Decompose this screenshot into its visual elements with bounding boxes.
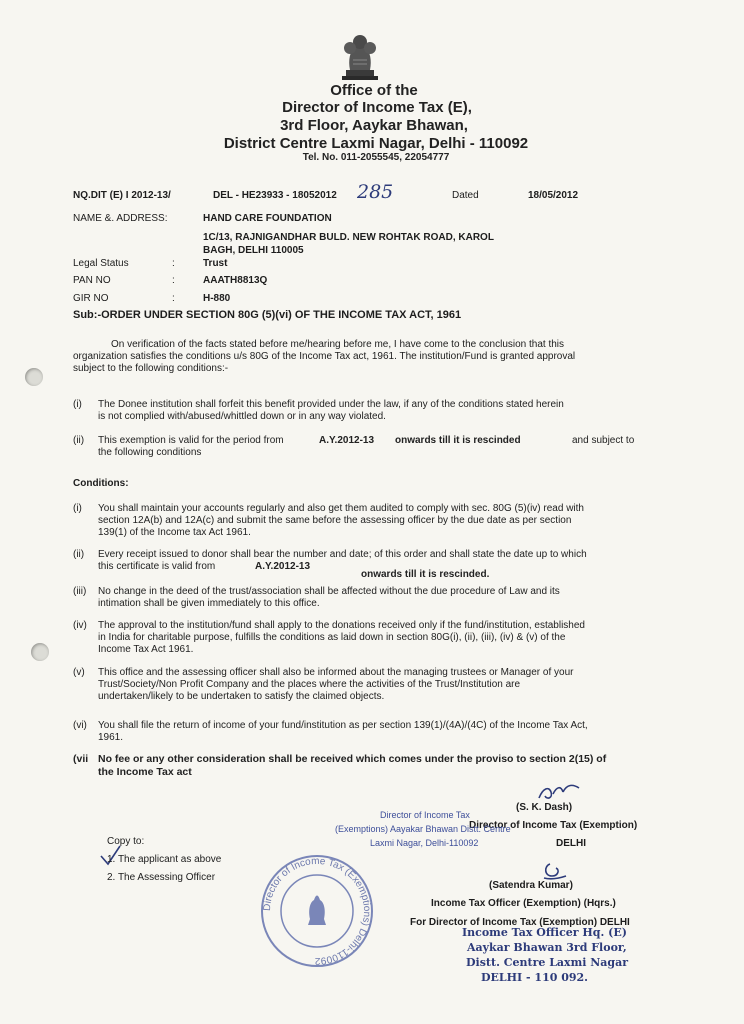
condition-label: (iv) [73, 620, 87, 631]
seal-text: Director of Income Tax (Exemptions) Delhi-110092 [261, 855, 373, 967]
conditions-title: Conditions: [73, 478, 129, 489]
stamp-ito-line-2: Aaykar Bhawan 3rd Floor, [467, 941, 627, 954]
condition-text: 1961. [98, 732, 124, 743]
term-label: (i) [73, 399, 82, 410]
condition-item [73, 720, 673, 744]
address-line-1: 1C/13, RAJNIGANDHAR BULD. NEW ROHTAK ROAD, KAROL [203, 232, 494, 243]
signatory-dash-name: (S. K. Dash) [516, 802, 573, 813]
condition-text: intimation shall be given immediately to this office. [98, 598, 320, 609]
condition-text: You shall maintain your accounts regularly and also get them audited to comply with sec. 80G (5)(iv) read with [98, 503, 584, 514]
condition-item [73, 503, 673, 539]
condition-text: in India for charitable purpose, fulfills the conditions as laid down in section 80G(i), (ii), (iii), (iv) & (v) of the [98, 632, 566, 643]
header-district: District Centre Laxmi Nagar, Delhi - 110092 [223, 135, 529, 152]
term-assessment-year: A.Y.2012-13 [319, 435, 375, 446]
header-office: Office of the [330, 82, 418, 99]
gir-label: GIR NO [73, 293, 109, 304]
term-text: This exemption is valid for the period from [98, 435, 284, 446]
condition-item [73, 754, 673, 780]
condition-assessment-year: A.Y.2012-13 [255, 561, 311, 572]
term-label: (ii) [73, 435, 85, 446]
stamp-director-line-2: (Exemptions) Aayakar Bhawan Distt. Centre [335, 824, 511, 834]
order-date: 18/05/2012 [528, 190, 579, 201]
term-item [73, 435, 673, 459]
term-onwards: onwards till it is rescinded [395, 435, 521, 446]
pan-label: PAN NO [73, 275, 111, 286]
legal-status-value: Trust [203, 258, 228, 269]
condition-text: Every receipt issued to donor shall bear the number and date; of this order and shall state the date up to which [98, 549, 587, 560]
condition-label: (vi) [73, 720, 87, 731]
condition-text: the Income Tax act [98, 766, 192, 778]
condition-text: You shall file the return of income of your fund/institution as per section 139(1)/(4A)/(4C) of the Income Tax Act, [98, 720, 588, 731]
del-number: DEL - HE23933 - 18052012 [213, 190, 337, 201]
address-line-2: BAGH, DELHI 110005 [203, 245, 304, 256]
colon: : [172, 293, 175, 304]
institution-name: HAND CARE FOUNDATION [203, 213, 332, 224]
pan-value: AAATH8813Q [203, 275, 268, 286]
condition-item [73, 549, 673, 579]
condition-onwards: onwards till it is rescinded. [361, 569, 490, 580]
gir-value: H-880 [203, 293, 231, 304]
for-director-line: For Director of Income Tax (Exemption) DELHI [410, 917, 630, 928]
colon: : [172, 275, 175, 286]
reference-number: NQ.DIT (E) I 2012-13/ [73, 190, 171, 201]
legal-status-label: Legal Status [73, 258, 129, 269]
condition-item [73, 667, 673, 703]
intro-line-3: subject to the following conditions:- [73, 363, 229, 374]
condition-item [73, 620, 673, 656]
signatory-kumar-title: Income Tax Officer (Exemption) (Hqrs.) [431, 898, 616, 909]
term-text: The Donee institution shall forfeit this benefit provided under the law, if any of the conditions stated herein [98, 399, 564, 410]
signatory-kumar-name: (Satendra Kumar) [489, 880, 573, 891]
signature-kumar-icon [540, 858, 570, 882]
stamp-director-line-1: Director of Income Tax [380, 810, 470, 820]
header-telephone: Tel. No. 011-2055545, 22054777 [302, 152, 450, 163]
punch-hole [25, 368, 43, 386]
header-director: Director of Income Tax (E), [282, 99, 472, 116]
condition-text: Trust/Society/Non Profit Company and the places where the activities of the Trust/Institution are [98, 679, 521, 690]
term-text: is not complied with/abused/whittled down or in any way violated. [98, 411, 386, 422]
condition-text: The approval to the institution/fund shall apply to the donations received only if the fund/institution, established [98, 620, 585, 631]
intro-line-2: organization satisfies the conditions u/s 80G of the Income Tax act, 1961. The institution/Fund is granted approval [73, 351, 576, 362]
colon: : [172, 258, 175, 269]
condition-label: (ii) [73, 549, 85, 560]
national-emblem-icon [336, 30, 384, 84]
stamp-ito-line-3: Distt. Centre Laxmi Nagar [466, 956, 629, 969]
condition-text: section 12A(b) and 12A(c) and submit the same before the assessing officer by the due date as per section [98, 515, 572, 526]
condition-text: this certificate is valid from [98, 561, 216, 572]
signatory-dash-title: Director of Income Tax (Exemption) [469, 820, 638, 831]
condition-text: No change in the deed of the trust/association shall be affected without the due procedure of Law and its [98, 586, 560, 597]
header-floor: 3rd Floor, Aaykar Bhawan, [280, 117, 468, 134]
copy-item-1: 1. The applicant as above [107, 854, 222, 865]
condition-text: Income Tax Act 1961. [98, 644, 194, 655]
condition-label: (v) [73, 667, 85, 678]
condition-text: No fee or any other consideration shall be received which comes under the proviso to section 2(15) of [98, 753, 607, 765]
stamp-director-line-3: Laxmi Nagar, Delhi-110092 [370, 838, 479, 848]
handwritten-number: 285 [357, 181, 394, 203]
condition-text: undertaken/likely to be undertaken to satisfy the claimed objects. [98, 691, 385, 702]
delhi-label: DELHI [556, 838, 586, 849]
stamp-ito-line-1: Income Tax Officer Hq. (E) [462, 926, 627, 939]
intro-line-1: On verification of the facts stated before me/hearing before me, I have come to the conclusion that this [111, 339, 565, 350]
subject-line: Sub:-ORDER UNDER SECTION 80G (5)(vi) OF THE INCOME TAX ACT, 1961 [73, 309, 462, 321]
term-text: the following conditions [98, 447, 202, 458]
term-text: and subject to [572, 435, 635, 446]
condition-text: This office and the assessing officer shall also be informed about the managing trustees or Manager of your [98, 667, 574, 678]
dated-label: Dated [452, 190, 479, 201]
term-item [73, 399, 673, 423]
condition-item [73, 586, 673, 610]
condition-label: (i) [73, 503, 82, 514]
round-seal-icon [258, 850, 376, 972]
condition-label: (vii [73, 753, 89, 765]
punch-hole [31, 643, 49, 661]
stamp-ito-line-4: DELHI - 110 092. [481, 971, 589, 984]
condition-text: 139(1) of the Income tax Act 1961. [98, 527, 251, 538]
copy-to-title: Copy to: [107, 836, 145, 847]
condition-label: (iii) [73, 586, 87, 597]
signature-dash-icon [535, 780, 585, 804]
copy-item-2: 2. The Assessing Officer [107, 872, 216, 883]
name-address-label: NAME &. ADDRESS: [73, 213, 168, 224]
